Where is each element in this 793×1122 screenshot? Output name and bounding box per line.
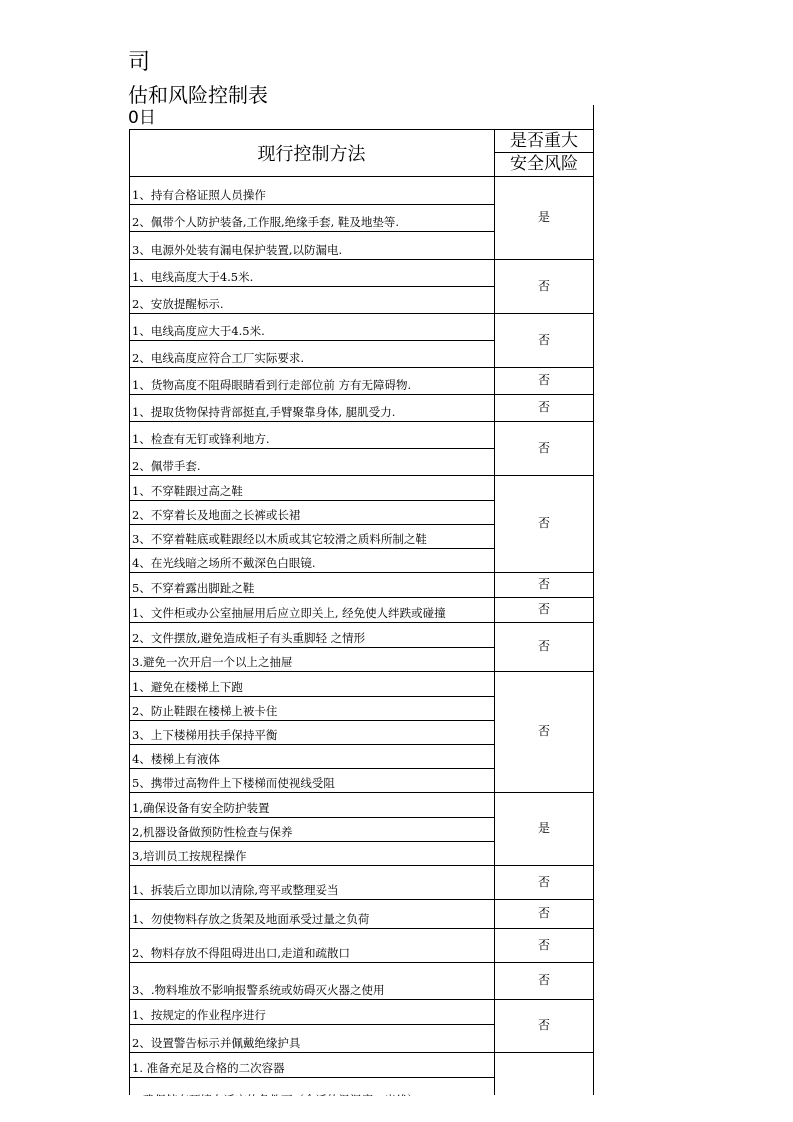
column-header-risk-line2: 安全风险	[510, 154, 578, 174]
table-border-top	[129, 129, 594, 130]
control-method-line: 2、佩带手套.	[132, 459, 201, 473]
table-border-left	[129, 129, 130, 1095]
control-method-line: 2、防止鞋跟在楼梯上被卡住	[132, 704, 278, 718]
group-divider	[129, 475, 594, 476]
control-method-line: 3、上下楼梯用扶手保持平衡	[132, 728, 278, 742]
control-method-line: 2,机器设备做预防性检查与保养	[132, 825, 293, 839]
row-divider	[129, 231, 494, 232]
control-method-line: 1、货物高度不阻碍眼睛看到行走部位前 方有无障碍物.	[132, 378, 412, 392]
control-method-line: 5、不穿着露出脚趾之鞋	[132, 581, 255, 595]
major-risk-value: 是	[537, 821, 550, 835]
major-risk-value: 否	[537, 906, 550, 920]
row-divider	[129, 448, 494, 449]
group-divider	[129, 1052, 594, 1053]
control-method-line: 3,培训员工按规程操作	[132, 849, 247, 863]
row-divider	[129, 340, 494, 341]
control-method-line: 1、避免在楼梯上下跑	[132, 680, 243, 694]
major-risk-value: 否	[537, 400, 550, 414]
row-divider	[129, 720, 494, 721]
control-method-line: 1、勿使物料存放之货架及地面承受过量之负荷	[132, 912, 370, 926]
group-divider	[129, 928, 594, 929]
control-method-line: 1,确保设备有安全防护装置	[132, 801, 270, 815]
row-divider	[129, 286, 494, 287]
control-method-line: 1. 准备充足及合格的二次容器	[132, 1061, 285, 1075]
control-method-line: 1、提取货物保持背部挺直,手臂聚靠身体, 腿肌受力.	[132, 405, 396, 419]
group-divider	[129, 367, 594, 368]
control-method-line: 3、电源外处装有漏电保护装置,以防漏电.	[132, 243, 343, 257]
group-divider	[129, 671, 594, 672]
group-divider	[129, 865, 594, 866]
major-risk-value: 否	[537, 724, 550, 738]
row-divider	[129, 500, 494, 501]
group-divider	[129, 597, 594, 598]
major-risk-value: 是	[537, 210, 550, 224]
control-method-line: 1、拆装后立即加以清除,弯平或整理妥当	[132, 883, 339, 897]
row-divider	[129, 1077, 494, 1078]
control-method-line: 1、检查有无钉或锋利地方.	[132, 432, 270, 446]
group-divider	[129, 999, 594, 1000]
row-divider	[129, 696, 494, 697]
row-divider	[129, 768, 494, 769]
group-divider	[129, 962, 594, 963]
control-method-line: 1、不穿鞋跟过高之鞋	[132, 484, 243, 498]
row-divider	[129, 548, 494, 549]
group-divider	[129, 259, 594, 260]
row-divider	[129, 817, 494, 818]
column-header-risk-line1: 是否重大	[510, 131, 578, 151]
control-method-line: 2、文件摆放,避免造成柜子有头重脚轻 之情形	[132, 631, 366, 645]
major-risk-value: 否	[537, 874, 550, 889]
control-method-line: 2、电线高度应符合工厂实际要求.	[132, 351, 304, 365]
control-method-line: 1、电线高度应大于4.5米.	[132, 324, 265, 338]
control-method-line: 1、文件柜或办公室抽屉用后应立即关上, 经免使人绊跌或碰撞	[132, 606, 446, 620]
control-method-line: 2、不穿着长及地面之长裤或长裙	[132, 508, 301, 522]
company-name-fragment: 司	[128, 50, 151, 75]
row-divider	[129, 647, 494, 648]
control-method-line: 3、不穿着鞋底或鞋跟经以木质或其它较滑之质料所制之鞋	[132, 532, 427, 546]
row-divider	[129, 1024, 494, 1025]
group-divider	[129, 792, 594, 793]
major-risk-value: 否	[537, 373, 550, 387]
control-method-line: 4、楼梯上有液体	[132, 752, 220, 766]
group-divider	[129, 572, 594, 573]
column-header-major-risk	[495, 130, 593, 176]
group-divider	[129, 313, 594, 314]
control-method-line: 5、携带过高物件上下楼梯而使视线受阻	[132, 776, 335, 790]
major-risk-value: 否	[537, 639, 550, 653]
control-method-line: 2、设置警告标示并佩戴绝缘护具	[132, 1036, 301, 1050]
control-method-line: 2、安放提醒标示.	[132, 297, 224, 311]
major-risk-value: 否	[537, 332, 550, 347]
form-date-fragment: 0日	[128, 108, 156, 128]
control-method-line: 1、电线高度大于4.5米.	[132, 270, 254, 284]
group-divider	[129, 394, 594, 395]
major-risk-value: 否	[537, 973, 550, 987]
page-cutoff	[0, 1096, 793, 1122]
row-divider	[129, 841, 494, 842]
control-method-line: 2、物料存放不得阻碍进出口,走道和疏散口	[132, 946, 350, 960]
major-risk-value: 否	[537, 577, 550, 591]
major-risk-value: 否	[537, 937, 550, 952]
major-risk-value: 否	[537, 516, 550, 530]
row-divider	[129, 744, 494, 745]
control-method-line: 1、持有合格证照人员操作	[132, 188, 266, 202]
column-header-control-method: 现行控制方法	[257, 144, 366, 165]
major-risk-value: 否	[537, 440, 550, 455]
group-divider	[129, 899, 594, 900]
major-risk-value: 否	[537, 1018, 550, 1032]
group-divider	[129, 622, 594, 623]
control-method-line: 4、在光线暗之场所不戴深色白眼镜.	[132, 556, 316, 570]
row-divider	[129, 524, 494, 525]
control-method-line: 2、佩带个人防护装备,工作服,绝缘手套, 鞋及地垫等.	[132, 215, 400, 229]
control-method-line: 3.避免一次开启一个以上之抽屉	[132, 655, 293, 669]
form-title: 估和风险控制表	[128, 83, 268, 107]
row-divider	[129, 204, 494, 205]
control-method-line: 1、按规定的作业程序进行	[132, 1008, 266, 1022]
table-border-right	[593, 105, 594, 1095]
major-risk-value: 否	[537, 602, 550, 616]
control-method-line: 3、.物料堆放不影响报警系统或妨碍灭火器之使用	[132, 983, 385, 997]
major-risk-value: 否	[537, 278, 550, 293]
group-divider	[129, 421, 594, 422]
header-bottom-border	[129, 176, 594, 177]
